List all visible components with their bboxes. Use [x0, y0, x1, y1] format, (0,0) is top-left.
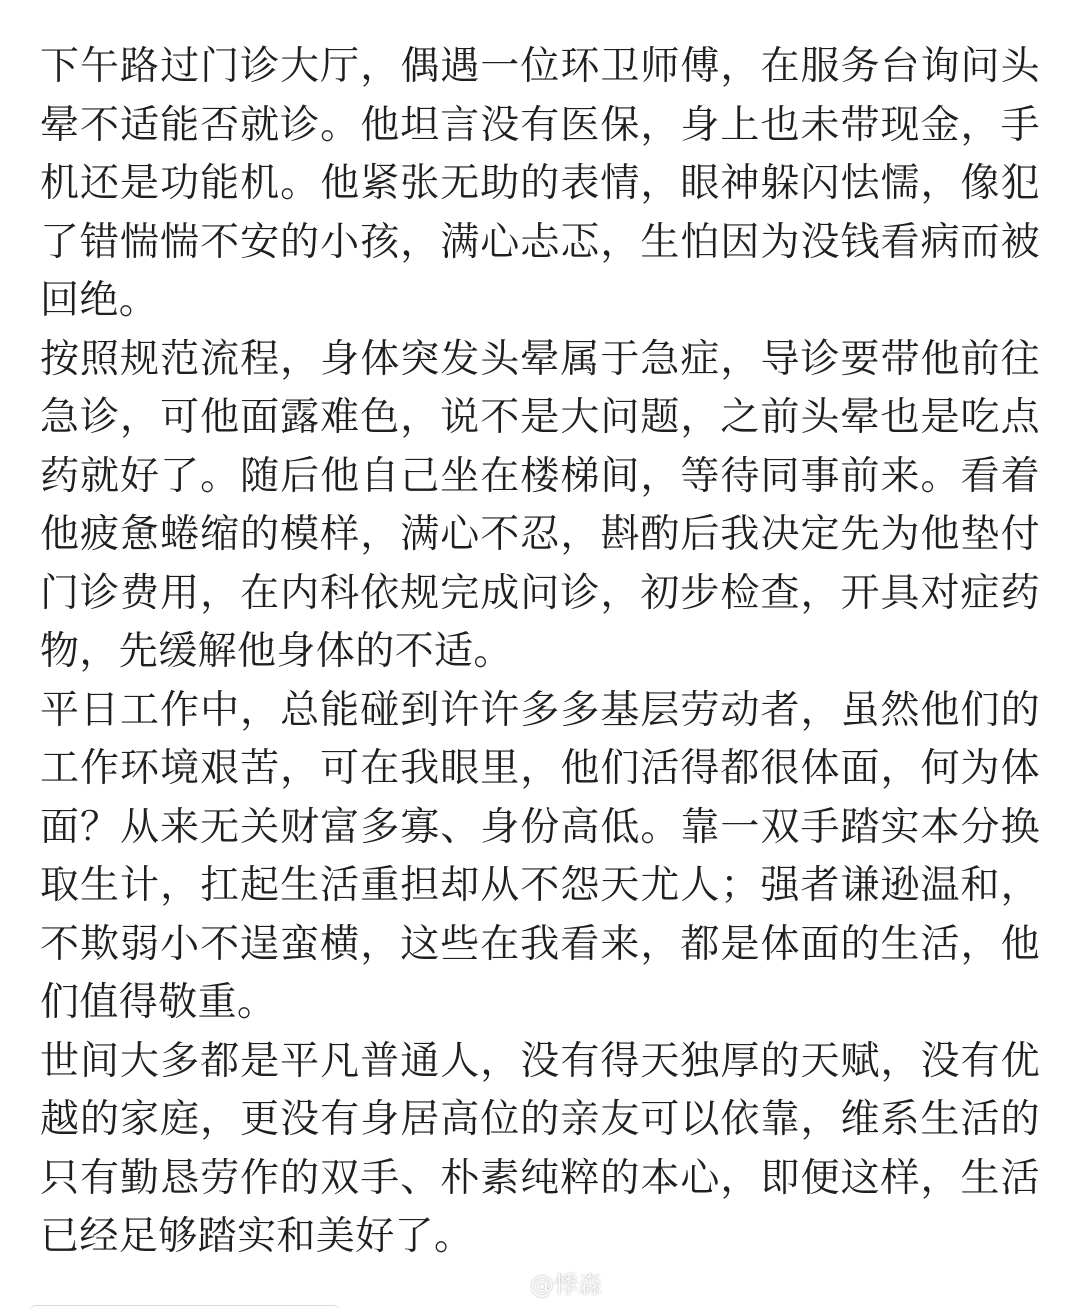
- paragraph-2: 按照规范流程，身体突发头晕属于急症，导诊要带他前往急诊，可他面露难色，说不是大问题，之前头晕也是吃点药就好了。随后他自己坐在楼梯间，等待同事前来。看着他疲惫蜷缩的模样，满心不忍，斟酌后我决定先为他垫付门诊费用，在内科依规完成问诊，初步检查，开具对症药物，先缓解他身体的不适。: [40, 336, 1040, 674]
- bottom-divider: [30, 1305, 340, 1312]
- paragraph-3: 平日工作中，总能碰到许许多多基层劳动者，虽然他们的工作环境艰苦，可在我眼里，他们活得都很体面，何为体面？从来无关财富多寡、身份高低。靠一双手踏实本分换取生计，扛起生活重担却从不怨天尤人；强者谦逊温和，不欺弱小不逞蛮横，这些在我看来，都是体面的生活，他们值得敬重。: [40, 687, 1040, 1025]
- paragraph-1: 下午路过门诊大厅，偶遇一位环卫师傅，在服务台询问头晕不适能否就诊。他坦言没有医保，身上也未带现金，手机还是功能机。他紧张无助的表情，眼神躲闪怯懦，像犯了错惴惴不安的小孩，满心忐忑，生怕因为没钱看病而被回绝。: [40, 44, 1040, 323]
- weibo-icon: [494, 1270, 524, 1296]
- watermark-text: @悸森: [530, 1271, 602, 1299]
- article-body: [40, 38, 1040, 1267]
- paragraph-4: 世间大多都是平凡普通人，没有得天独厚的天赋，没有优越的家庭，更没有身居高位的亲友可以依靠，维系生活的只有勤恳劳作的双手、朴素纯粹的本心，即便这样，生活已经足够踏实和美好了。: [40, 1038, 1040, 1259]
- watermark: [494, 1265, 602, 1300]
